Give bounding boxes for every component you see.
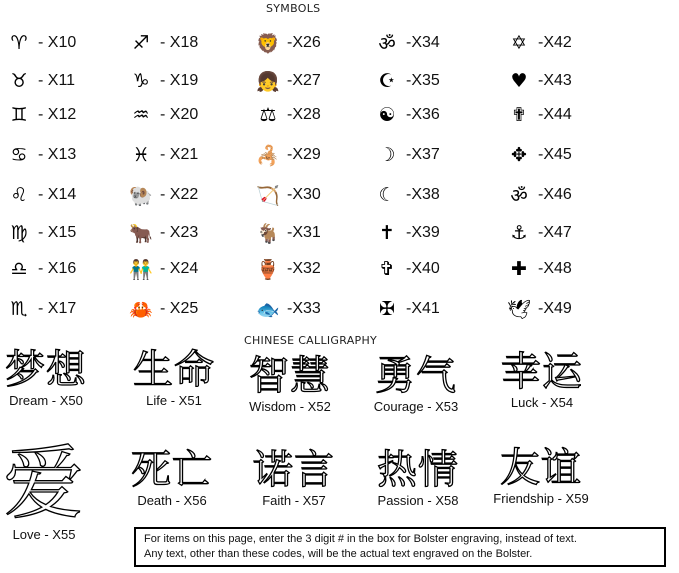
symbol-item [506,297,572,321]
symbol-code: - X19 [160,72,199,89]
symbol-code: -X31 [287,224,321,241]
calligraphy-caption: Faith - X57 [262,493,326,508]
symbol-item [255,257,321,281]
symbol-item [255,221,321,245]
calligraphy-item [494,349,590,410]
cross-anchor-icon: ⚓ [510,222,528,244]
calligraphy-characters: 诺言 [253,447,335,493]
symbol-item [128,31,198,55]
om-outline-icon: ॐ [510,185,528,207]
calligraphy-caption: Friendship - X59 [493,491,589,506]
archer-icon: 🏹 [256,184,280,207]
calligraphy-caption: Luck - X54 [510,395,574,410]
symbol-code: -X40 [406,260,440,277]
symbol-code: -X35 [406,72,440,89]
symbol-code: -X32 [287,260,321,277]
symbol-item [6,221,76,245]
gemini-icon: ♊ [10,104,28,126]
calligraphy-characters: 生命 [133,347,215,393]
calligraphy-item [240,353,340,414]
solid-cross-icon: ✚ [511,258,527,280]
fish-icon: 🐟 [256,298,280,321]
symbol-item [6,31,76,55]
symbol-item [374,103,440,127]
symbol-item [6,69,75,93]
symbol-item [374,221,440,245]
calligraphy-characters: 勇气 [375,353,457,399]
symbol-code: - X17 [38,300,77,317]
dove-icon: 🕊 [506,298,532,321]
symbol-code: - X16 [38,260,77,277]
symbol-code: -X36 [406,106,440,123]
symbol-code: -X44 [538,106,572,123]
symbol-code: - X18 [160,34,199,51]
symbol-item [374,143,440,167]
goat-icon: 🐐 [256,222,280,245]
symbol-item [6,257,76,281]
bull-icon: 🐂 [129,222,153,245]
maltese-cross-icon: ✠ [379,298,395,320]
libra-icon: ♎ [10,258,28,280]
capricorn-icon: ♑ [132,70,150,92]
calligraphy-item [368,447,468,508]
taurus-icon: ♉ [10,70,28,92]
symbol-item [374,297,440,321]
symbol-item [6,183,76,207]
symbol-code: -X48 [538,260,572,277]
symbol-code: -X34 [406,34,440,51]
calligraphy-characters: 爱 [3,437,85,530]
maiden-icon: 👧 [256,70,280,93]
symbol-code: - X25 [160,300,199,317]
calligraphy-characters: 友谊 [500,445,582,491]
symbol-code: - X24 [160,260,199,277]
scorpio-icon: ♏ [10,298,28,320]
moon-icon: ☾ [378,184,396,206]
calligraphy-caption: Passion - X58 [377,493,459,508]
calligraphy-caption: Life - X51 [146,393,202,408]
symbol-item [6,143,76,167]
symbol-item [506,221,572,245]
symbol-item [374,31,440,55]
calligraphy-caption: Dream - X50 [9,393,83,408]
symbol-item [506,103,572,127]
symbol-item [128,297,198,321]
symbol-code: -X45 [538,146,572,163]
symbol-code: - X15 [38,224,77,241]
symbol-item [128,103,198,127]
symbol-item [128,69,198,93]
symbol-code: -X27 [287,72,321,89]
latin-cross-icon: ✝ [379,222,395,244]
crescent-moon-icon: ☽ [378,144,396,166]
symbol-code: - X20 [160,106,199,123]
calligraphy-item [0,347,92,408]
symbol-item [374,183,440,207]
sagittarius-icon: ♐ [132,32,150,54]
cancer-icon: ♋ [10,144,28,166]
symbol-item [128,257,198,281]
symbol-item [128,221,198,245]
cross-icon: ✞ [379,258,395,280]
celtic-cross-icon: ✥ [511,144,527,166]
calligraphy-caption: Love - X55 [12,527,76,542]
symbol-code: -X47 [538,224,572,241]
symbol-item [255,143,321,167]
calligraphy-characters: 死亡 [131,447,213,493]
symbol-item [128,143,198,167]
symbol-item [255,103,321,127]
symbol-code: -X33 [287,300,321,317]
symbol-code: -X30 [287,186,321,203]
outline-cross-icon: ✟ [511,104,527,126]
calligraphy-item [246,447,342,508]
yin-yang-icon: ☯ [378,104,396,126]
calligraphy-heading: CHINESE CALLIGRAPHY [244,334,378,347]
heart-icon: ♥ [510,70,528,92]
symbol-code: - X10 [38,34,77,51]
symbol-item [6,103,76,127]
symbol-item [506,69,572,93]
symbol-code: - X13 [38,146,77,163]
calligraphy-characters: 热情 [377,447,459,493]
symbols-heading: SYMBOLS [266,2,321,15]
calligraphy-caption: Wisdom - X52 [249,399,331,414]
calligraphy-caption: Courage - X53 [373,399,459,414]
scales-icon: ⚖ [259,104,277,126]
twins-icon: 👬 [129,258,153,281]
symbol-code: -X29 [287,146,321,163]
instructions-line-2: Any text, other than these codes, will be the actual text engraved on the Bolster. [144,548,533,560]
scorpion-icon: 🦂 [256,144,280,167]
symbol-code: -X42 [538,34,572,51]
symbol-code: - X23 [160,224,199,241]
symbol-item [255,297,321,321]
calligraphy-item [482,445,600,506]
instructions-box [134,527,666,567]
star-crescent-icon: ☪ [378,70,396,92]
symbol-item [128,183,198,207]
calligraphy-caption: Death - X56 [137,493,207,508]
symbol-item [506,183,572,207]
water-bearer-icon: 🏺 [256,258,280,281]
calligraphy-item [366,353,466,414]
symbol-code: - X22 [160,186,199,203]
symbol-item [255,69,321,93]
om-icon: ॐ [378,33,396,55]
calligraphy-item [0,437,88,542]
ram-icon: 🐏 [129,184,153,207]
symbol-code: - X14 [38,186,77,203]
symbol-code: -X39 [406,224,440,241]
symbol-code: - X12 [38,106,77,123]
lion-icon: 🦁 [256,32,280,55]
symbol-item [255,183,321,207]
symbol-code: -X41 [406,300,440,317]
symbol-code: -X26 [287,34,321,51]
crab-icon: 🦀 [129,298,153,321]
symbol-code: - X11 [38,72,76,89]
symbol-item [506,31,572,55]
calligraphy-characters: 梦想 [5,347,87,393]
symbol-item [6,297,76,321]
calligraphy-item [122,447,222,508]
aries-icon: ♈ [10,32,28,54]
symbol-code: - X21 [160,146,199,163]
virgo-icon: ♍ [10,222,28,244]
symbol-code: -X49 [538,300,572,317]
symbol-code: -X38 [406,186,440,203]
symbol-code: -X28 [287,106,321,123]
symbol-code: -X46 [538,186,572,203]
symbol-code: -X37 [406,146,440,163]
leo-icon: ♌ [10,184,28,206]
aquarius-icon: ♒ [132,104,150,126]
star-of-david-icon: ✡ [511,32,527,54]
pisces-icon: ♓ [132,144,150,166]
symbol-item [255,31,321,55]
symbol-item [374,257,440,281]
symbol-code: -X43 [538,72,572,89]
symbol-item [374,69,440,93]
symbol-item [506,257,572,281]
calligraphy-characters: 智慧 [249,353,331,399]
calligraphy-characters: 幸运 [501,349,583,395]
calligraphy-item [124,347,224,408]
symbol-item [506,143,572,167]
instructions-line-1: For items on this page, enter the 3 digit # in the box for Bolster engraving, instead of text. [144,533,577,545]
